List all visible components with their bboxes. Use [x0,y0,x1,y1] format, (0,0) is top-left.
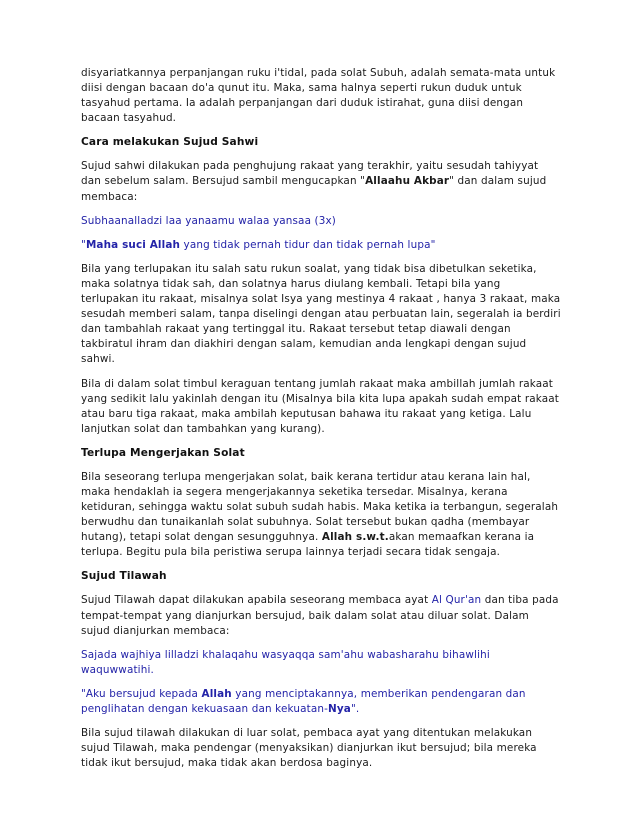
text: "Aku bersujud kepada [81,687,202,700]
arabic-tilawah: Sajada wajhiya lilladzi khalaqahu wasyaqqa sam'ahu wabasharahu bihawlihi waquwwatihi. [81,648,490,676]
bold-takbir: Allaahu Akbar [365,175,450,188]
translation-tilawah [81,687,561,717]
paragraph-terlupakan: Bila yang terlupakan itu salah satu rukun soalat, yang tidak bisa dibetulkan seketika, maka solatnya tidak sah, dan solatnya harus diulang kembali. Tetapi bila yang terlupakan itu rakaat, misalnya solat Isya yang mestinya 4 rakaat , hanya 3 rakaat, maka sesudah memberi salam, tanpa diselingi dengan atau perbuatan lain, segeralah ia berdiri dan tambahlah rakaat yang tertinggal itu. Rakaat tersebut tetap diawali dengan takbiratul ihram dan diakhiri dengan salam, kemudian anda lengkapi dengan sujud sahwi. [81,262,561,366]
heading-terlupa-solat: Terlupa Mengerjakan Solat [81,446,245,459]
text: ". [350,703,360,715]
paragraph-qunut: disyariatkannya perpanjangan ruku i'tidal, pada solat Subuh, adalah semata-mata untuk diisi dengan bacaan do'a qunut itu. Maka, sama halnya seperti rukun duduk untuk tasyahud pertama. Ia adalah perpanjangan dari duduk istirahat, guna diisi dengan bacaan tasyahud. [81,67,556,125]
text: Sujud sahwi dilakukan pada penghujung rakaat yang terakhir, yaitu sesudah tahiyyat dan sebelum salam. Bersujud sambil mengucapkan " [81,160,539,188]
paragraph-terlupa [81,470,561,561]
document-page [81,66,561,780]
bold-allah: Allah [201,687,232,700]
bold-nya: Nya [328,703,351,715]
text: dan tiba pada tempat-tempat yang dianjurkan bersujud, baik dalam solat atau diluar solat. Dalam sujud dianjurkan membaca: [81,594,559,637]
paragraph-sahwi [81,159,561,204]
text: yang menciptakannya, memberikan pendengaran dan penglihatan dengan kekuasaan dan kekuatan- [81,687,526,715]
translation-sahwi [81,238,561,253]
paragraph-tilawah [81,593,561,638]
quote: " [81,238,86,251]
text: yang tidak pernah tidur dan tidak pernah lupa" [180,238,436,251]
heading-sujud-tilawah: Sujud Tilawah [81,570,167,583]
text: " dan dalam sujud membaca: [81,175,547,203]
text: Bila seseorang terlupa mengerjakan solat, baik kerana tertidur atau kerana lain hal, maka hendaklah ia segera mengerjakannya seketika tersedar. Misalnya, kerana ketiduran, sehingga waktu solat subuh sudah habis. Maka ketika ia terbangun, segeralah berwudhu dan tunaikanlah solat subuhnya. Solat tersebut bukan qadha (membayar hutang), tetapi solat dengan sesungguhnya. [81,470,559,544]
text: akan memaafkan kerana ia terlupa. Begitu pula bila peristiwa serupa lainnya terjadi secara tidak sengaja. [81,531,535,559]
heading-sujud-sahwi: Cara melakukan Sujud Sahwi [81,136,259,149]
link-al-quran[interactable]: Al Qur'an [431,594,482,607]
bold-maha-suci: Maha suci Allah [85,238,181,251]
text: Sujud Tilawah dapat dilakukan apabila seseorang membaca ayat [81,594,432,607]
paragraph-luar-solat: Bila sujud tilawah dilakukan di luar solat, pembaca ayat yang ditentukan melakukan sujud Tilawah, maka pendengar (menyaksikan) dianjurkan ikut bersujud; bila mereka tidak ikut bersujud, maka tidak akan berdosa baginya. [81,727,537,770]
arabic-sahwi: Subhaanalladzi laa yanaamu walaa yansaa (3x) [81,214,337,227]
paragraph-keraguan: Bila di dalam solat timbul keraguan tentang jumlah rakaat maka ambillah jumlah rakaat yang sedikit lalu yakinlah dengan itu (Misalnya bila kita lupa apakah sudah empat rakaat atau baru tiga rakaat, maka ambilah keputusan bahawa itu rakaat yang ketiga. Lalu lanjutkan solat dan tambahkan yang kurang). [81,377,560,435]
bold-allah-swt: Allah s.w.t. [321,531,389,544]
